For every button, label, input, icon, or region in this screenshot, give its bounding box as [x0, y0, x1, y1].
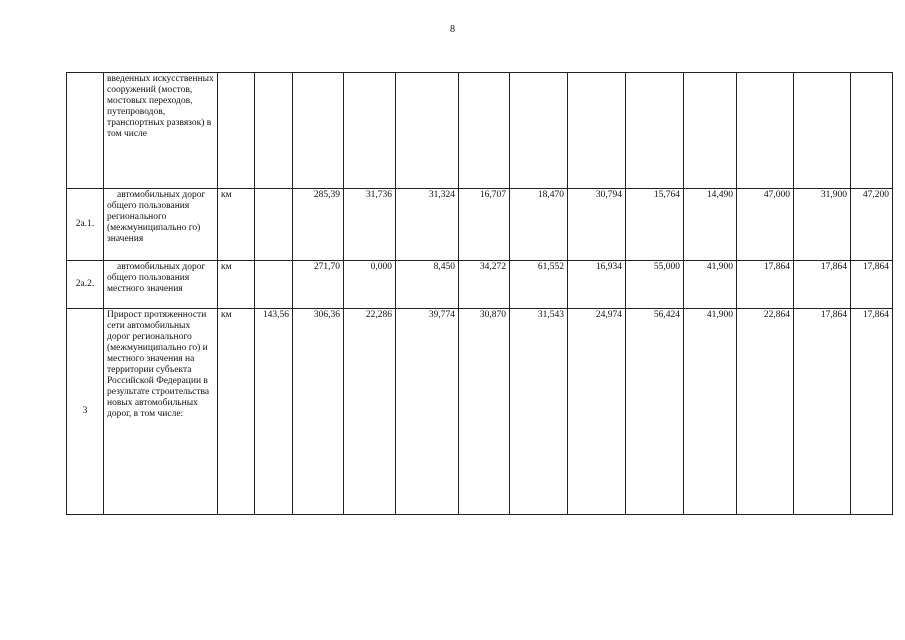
- value-cell: [851, 73, 893, 189]
- value-cell: 271,70: [293, 261, 344, 309]
- row-unit: км: [218, 189, 255, 261]
- value-cell: [459, 73, 510, 189]
- value-cell: 30,794: [568, 189, 626, 261]
- value-cell: [684, 73, 737, 189]
- table-row: [67, 309, 893, 515]
- table-row: [67, 189, 893, 261]
- value-cell: 16,707: [459, 189, 510, 261]
- value-cell: 306,36: [293, 309, 344, 515]
- table-row: [67, 261, 893, 309]
- value-cell: [568, 73, 626, 189]
- value-cell: 24,974: [568, 309, 626, 515]
- row-name: автомобильных дорог общего пользования регионального (межмуниципально го) значения: [104, 189, 218, 261]
- value-cell: 143,56: [255, 309, 293, 515]
- row-unit: км: [218, 261, 255, 309]
- value-cell: 18,470: [510, 189, 568, 261]
- value-cell: [255, 189, 293, 261]
- value-cell: 0,000: [344, 261, 396, 309]
- value-cell: 31,736: [344, 189, 396, 261]
- value-cell: 17,864: [851, 309, 893, 515]
- value-cell: 30,870: [459, 309, 510, 515]
- value-cell: 17,864: [794, 261, 851, 309]
- value-cell: 8,450: [396, 261, 459, 309]
- value-cell: [344, 73, 396, 189]
- row-number: [67, 73, 104, 189]
- value-cell: 55,000: [626, 261, 684, 309]
- row-unit: [218, 73, 255, 189]
- value-cell: [293, 73, 344, 189]
- row-name: Прирост протяженности сети автомобильных дорог регионального (межмуниципально го) и местного значения на территории субъекта Российской Федерации в результате строительства новых автомобильных дорог, в том числе:: [104, 309, 218, 515]
- value-cell: 22,286: [344, 309, 396, 515]
- value-cell: 31,543: [510, 309, 568, 515]
- value-cell: 16,934: [568, 261, 626, 309]
- value-cell: [510, 73, 568, 189]
- data-table: [66, 72, 893, 515]
- value-cell: 31,900: [794, 189, 851, 261]
- value-cell: [255, 261, 293, 309]
- row-unit: км: [218, 309, 255, 515]
- value-cell: 17,864: [794, 309, 851, 515]
- row-name: автомобильных дорог общего пользования местного значения: [104, 261, 218, 309]
- value-cell: 47,200: [851, 189, 893, 261]
- value-cell: 61,552: [510, 261, 568, 309]
- row-number: 2а.1.: [67, 189, 104, 261]
- value-cell: 15,764: [626, 189, 684, 261]
- row-number: 2а.2.: [67, 261, 104, 309]
- value-cell: 56,424: [626, 309, 684, 515]
- value-cell: 47,000: [737, 189, 794, 261]
- value-cell: 17,864: [851, 261, 893, 309]
- row-number: 3: [67, 309, 104, 515]
- table-row: [67, 73, 893, 189]
- page-number: 8: [450, 24, 455, 35]
- value-cell: [626, 73, 684, 189]
- value-cell: 41,900: [684, 309, 737, 515]
- value-cell: 22,864: [737, 309, 794, 515]
- value-cell: 39,774: [396, 309, 459, 515]
- value-cell: 285,39: [293, 189, 344, 261]
- value-cell: [737, 73, 794, 189]
- value-cell: 14,490: [684, 189, 737, 261]
- value-cell: 34,272: [459, 261, 510, 309]
- value-cell: 31,324: [396, 189, 459, 261]
- value-cell: [396, 73, 459, 189]
- row-name: введенных искусственных сооружений (мостов, мостовых переходов, путепроводов, транспортных развязок) в том числе: [104, 73, 218, 189]
- value-cell: 17,864: [737, 261, 794, 309]
- value-cell: 41,900: [684, 261, 737, 309]
- value-cell: [255, 73, 293, 189]
- value-cell: [794, 73, 851, 189]
